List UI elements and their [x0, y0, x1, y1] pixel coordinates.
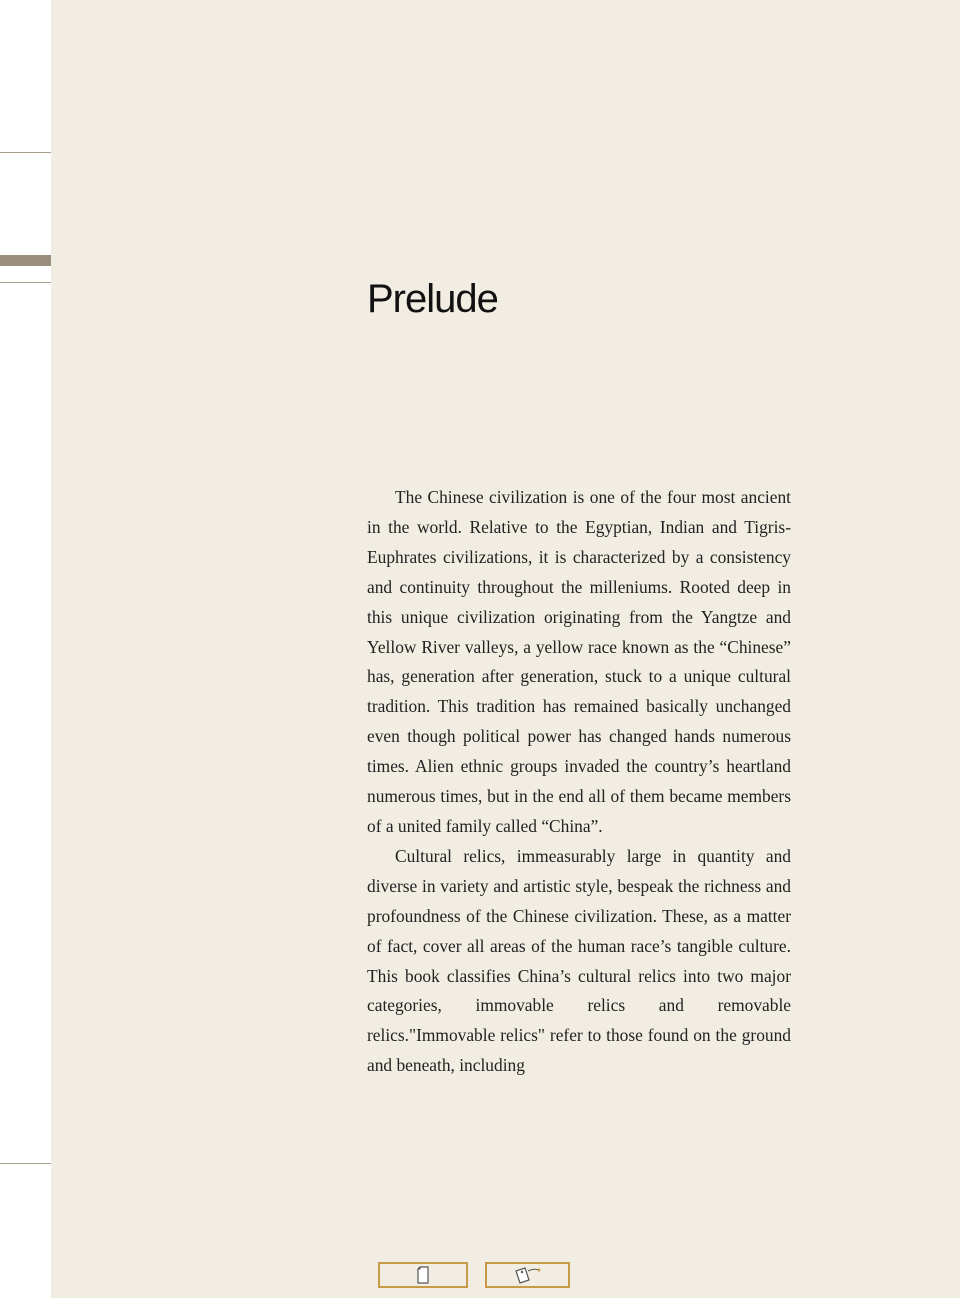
margin-rule-mid	[0, 282, 51, 283]
tag-icon	[513, 1265, 543, 1285]
previous-page-button[interactable]	[378, 1262, 468, 1288]
margin-rule-bar	[0, 255, 51, 266]
next-page-button[interactable]	[485, 1262, 570, 1288]
body-text	[367, 483, 791, 1081]
margin-rule-bottom	[0, 1163, 51, 1164]
page-icon	[416, 1266, 430, 1284]
paragraph: Cultural relics, immeasurably large in quantity and diverse in variety and artistic style, bespeak the richness and profoundness of the Chinese civilization. These, as a matter of fact, cover all areas of the human race’s tangible culture. This book classifies China’s cultural relics into two major categories, immovable relics and removable relics."Immovable relics" refer to those found on the ground and beneath, including	[367, 845, 791, 1076]
left-margin	[0, 0, 51, 1298]
margin-rule-top	[0, 152, 51, 153]
paragraph: The Chinese civilization is one of the four most ancient in the world. Relative to the Egyptian, Indian and Tigris-Euphrates civilizations, it is characterized by a consistency and continuity throughout the milleniums. Rooted deep in this unique civilization originating from the Yangtze and Yellow River valleys, a yellow race known as the “Chinese” has, generation after generation, stuck to a unique cultural tradition. This tradition has remained basically unchanged even though political power has changed hands numerous times. Alien ethnic groups invaded the country’s heartland numerous times, but in the end all of them became members of a united family called “China”.	[367, 487, 791, 836]
page-title: Prelude	[367, 277, 498, 321]
